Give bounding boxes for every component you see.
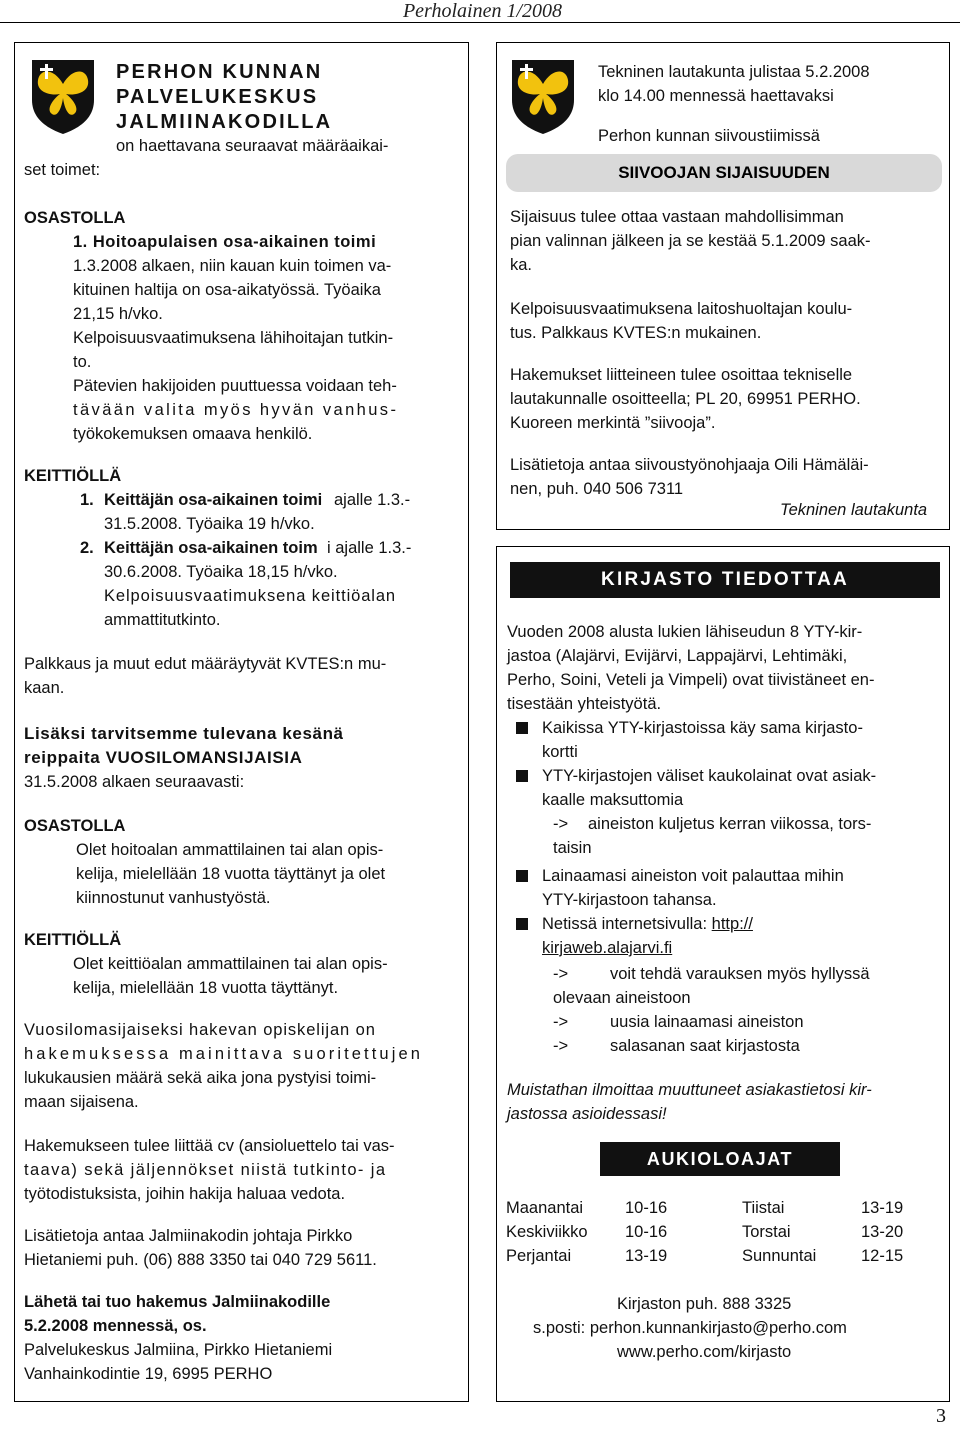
k2-line3: Kelpoisuusvaatimuksena keittiöalan [104, 587, 397, 605]
bullet-square-icon [516, 770, 528, 782]
library-email: s.posti: perhon.kunnankirjasto@perho.com [533, 1319, 847, 1337]
intro-line-2: set toimet: [24, 161, 101, 179]
palkkaus-line-2: kaan. [24, 679, 65, 697]
library-phone: Kirjaston puh. 888 3325 [617, 1295, 792, 1313]
lisaksi-line-3: 31.5.2008 alkaen seuraavasti: [24, 773, 245, 791]
title-line-2: PALVELUKESKUS [116, 86, 319, 108]
k1-rest: ajalle 1.3.- [334, 491, 411, 509]
cleaner-p3: lautakunnalle osoitteella; PL 20, 69951 PERHO. [510, 390, 861, 408]
item1-line: 21,15 h/vko. [73, 305, 163, 323]
arrow-icon: -> [553, 1013, 569, 1031]
title-line-3: JALMIINAKODILLA [116, 111, 333, 133]
cleaner-p1: pian valinnan jälkeen ja se kestää 5.1.2009 saak- [510, 232, 871, 250]
k2-rest: i ajalle 1.3.- [327, 539, 412, 557]
hours-time: 12-15 [861, 1247, 904, 1265]
vuosi-line: maan sijaisena. [24, 1093, 139, 1111]
bullet-4-link-line [542, 936, 672, 960]
lisaksi-line-1: Lisäksi tarvitsemme tulevana kesänä [24, 724, 344, 743]
cleaner-p2: tus. Palkkaus KVTES:n mukainen. [510, 324, 762, 342]
hakemus-line: työtodistuksista, joihin hakija haluaa vedota. [24, 1185, 346, 1203]
announce-line-1: Tekninen lautakunta julistaa 5.2.2008 [598, 63, 870, 81]
arrow-icon: -> [553, 1037, 569, 1055]
library-url-link[interactable]: kirjaweb.alajarvi.fi [542, 939, 673, 957]
lisatieto-line: Lisätietoja antaa Jalmiinakodin johtaja Pirkko [24, 1227, 353, 1245]
osastolla2-line: Olet hoitoalan ammattilainen tai alan opis- [76, 841, 384, 859]
hours-day: Sunnuntai [742, 1247, 817, 1265]
osastolla-heading: OSASTOLLA [24, 209, 126, 227]
issue-label: Perholainen 1/2008 [402, 0, 562, 22]
cleaner-p3: Hakemukset liitteineen tulee osoittaa tekniselle [510, 366, 853, 384]
address-line-2: Vanhainkodintie 19, 6995 PERHO [24, 1365, 273, 1383]
hakemus-line: Hakemukseen tulee liittää cv (ansioluettelo tai vas- [24, 1137, 395, 1155]
cleaner-p2: Kelpoisuusvaatimuksena laitoshuoltajan koulu- [510, 300, 853, 318]
osastolla2-heading: OSASTOLLA [24, 817, 126, 835]
hours-day: Perjantai [506, 1247, 572, 1265]
bullet-1-line: Kaikissa YTY-kirjastoissa käy sama kirjasto- [542, 719, 863, 737]
k1-number: 1. [80, 491, 94, 509]
header-rule [0, 22, 960, 23]
item1-line: 1.3.2008 alkaen, niin kauan kuin toimen va- [73, 257, 392, 275]
keittiolla2-heading: KEITTIÖLLÄ [24, 931, 122, 949]
cleaner-banner [506, 154, 942, 192]
library-web: www.perho.com/kirjasto [617, 1343, 792, 1361]
bullet-3-line: YTY-kirjastoon tahansa. [542, 891, 717, 909]
laheta-line-1: Lähetä tai tuo hakemus Jalmiinakodille [24, 1293, 331, 1311]
osastolla2-line: kelija, mielellään 18 vuotta täyttänyt ja olet [76, 865, 386, 883]
palkkaus-line-1: Palkkaus ja muut edut määräytyvät KVTES:n mu- [24, 655, 387, 673]
hours-time: 13-19 [861, 1199, 904, 1217]
bullet-1-line: kortti [542, 743, 578, 761]
sub-3-line: salasanan saat kirjastosta [610, 1037, 800, 1055]
arrow-icon: -> [553, 815, 569, 833]
vuosi-line: lukukausien määrä sekä aika jona pystyisi toimi- [24, 1069, 377, 1087]
k2-line4: ammattitutkinto. [104, 611, 221, 629]
k2-title: Keittäjän osa-aikainen toim [104, 539, 318, 557]
arrow-icon: -> [553, 965, 569, 983]
bullet-square-icon [516, 722, 528, 734]
reminder-line: jastossa asioidessasi! [507, 1105, 667, 1123]
bullet-2-line: kaalle maksuttomia [542, 791, 684, 809]
shield-crest-icon [30, 58, 96, 136]
laheta-line-2: 5.2.2008 mennessä, os. [24, 1317, 207, 1335]
sub-1-line: voit tehdä varauksen myös hyllyssä [610, 965, 870, 983]
hours-day: Keskiviikko [506, 1223, 588, 1241]
cleaner-p1: ka. [510, 256, 533, 274]
announce-line-3: Perhon kunnan siivoustiimissä [598, 127, 820, 145]
bullet-square-icon [516, 918, 528, 930]
keittiolla2-line: kelija, mielellään 18 vuotta täyttänyt. [73, 979, 339, 997]
announce-line-2: klo 14.00 mennessä haettavaksi [598, 87, 834, 105]
hours-day: Maanantai [506, 1199, 584, 1217]
library-intro: Vuoden 2008 alusta lukien lähiseudun 8 YTY-kir- [507, 623, 863, 641]
library-url-link[interactable]: http:// [711, 915, 753, 933]
library-intro: jastoa (Alajärvi, Evijärvi, Lappajärvi, Lehtimäki, [507, 647, 848, 665]
keittiolla-heading: KEITTIÖLLÄ [24, 467, 122, 485]
sub-1-line: olevaan aineistoon [553, 989, 691, 1007]
cleaner-p4: Lisätietoja antaa siivoustyönohjaaja Oili Hämäläi- [510, 456, 869, 474]
cleaner-p3: Kuoreen merkintä ”siivooja”. [510, 414, 716, 432]
item1-line: tävään valita myös hyvän vanhus- [73, 401, 399, 419]
hours-time: 10-16 [625, 1223, 668, 1241]
k2-number: 2. [80, 539, 94, 557]
hakemus-line: taava) sekä jäljennökset niistä tutkinto- ja [24, 1161, 387, 1179]
item1-line: työkokemuksen omaava henkilö. [73, 425, 313, 443]
hours-day: Torstai [742, 1223, 791, 1241]
vuosi-line: Vuosilomasijaiseksi hakevan opiskelijan on [24, 1021, 376, 1039]
cleaner-signature: Tekninen lautakunta [780, 501, 928, 519]
hours-day: Tiistai [742, 1199, 785, 1217]
item1-line: Pätevien hakijoiden puuttuessa voidaan teh- [73, 377, 397, 395]
title-line-1: PERHON KUNNAN [116, 61, 323, 83]
vuosi-line: hakemuksessa mainittava suoritettujen [24, 1045, 424, 1063]
cleaner-p4: nen, puh. 040 506 7311 [510, 480, 684, 498]
lisatieto-line: Hietaniemi puh. (06) 888 3350 tai 040 729 5611. [24, 1251, 377, 1269]
bullet-square-icon [516, 870, 528, 882]
bullet-2-sub: taisin [553, 839, 592, 857]
library-banner [510, 562, 940, 598]
k2-line2: 30.6.2008. Työaika 18,15 h/vko. [104, 563, 338, 581]
lisaksi-line-2: reippaita VUOSILOMANSIJAISIA [24, 748, 303, 767]
hours-banner-text: AUKIOLOAJAT [646, 1149, 794, 1169]
page-number: 3 [936, 1405, 946, 1427]
bullet-2-line: YTY-kirjastojen väliset kaukolainat ovat asiak- [542, 767, 877, 785]
cleaner-banner-text: SIIVOOJAN SIJAISUUDEN [618, 163, 830, 182]
hours-time: 13-19 [625, 1247, 668, 1265]
bullet-4-prefix: Netissä internetsivulla: [542, 915, 712, 933]
bullet-2-sub: aineiston kuljetus kerran viikossa, tors- [588, 815, 872, 833]
k1-title: Keittäjän osa-aikainen toimi [104, 491, 323, 509]
hours-time: 13-20 [861, 1223, 904, 1241]
bullet-3-line: Lainaamasi aineiston voit palauttaa mihin [542, 867, 844, 885]
sub-2-line: uusia lainaamasi aineiston [610, 1013, 804, 1031]
item1-title: 1. Hoitoapulaisen osa-aikainen toimi [73, 233, 377, 251]
hours-time: 10-16 [625, 1199, 668, 1217]
library-banner-text: KIRJASTO TIEDOTTAA [601, 569, 849, 590]
bullet-4-line [542, 912, 753, 936]
item1-line: Kelpoisuusvaatimuksena lähihoitajan tutkin- [73, 329, 394, 347]
keittiolla2-line: Olet keittiöalan ammattilainen tai alan opis- [73, 955, 388, 973]
item1-line: to. [73, 353, 92, 371]
address-line-1: Palvelukeskus Jalmiina, Pirkko Hietaniemi [24, 1341, 333, 1359]
cleaner-p1: Sijaisuus tulee ottaa vastaan mahdollisimman [510, 208, 844, 226]
shield-crest-icon [510, 58, 576, 136]
hours-banner [600, 1142, 840, 1176]
item1-line: kituinen haltija on osa-aikatyössä. Työaika [73, 281, 381, 299]
k1-line2: 31.5.2008. Työaika 19 h/vko. [104, 515, 315, 533]
library-intro: Perho, Soini, Veteli ja Vimpeli) ovat tiivistäneet en- [507, 671, 875, 689]
reminder-line: Muistathan ilmoittaa muuttuneet asiakastietosi kir- [507, 1081, 872, 1099]
library-intro: tisestään yhteistyötä. [507, 695, 662, 713]
intro-line-1: on haettavana seuraavat määräaikai- [116, 137, 389, 155]
osastolla2-line: kiinnostunut vanhustyöstä. [76, 889, 271, 907]
